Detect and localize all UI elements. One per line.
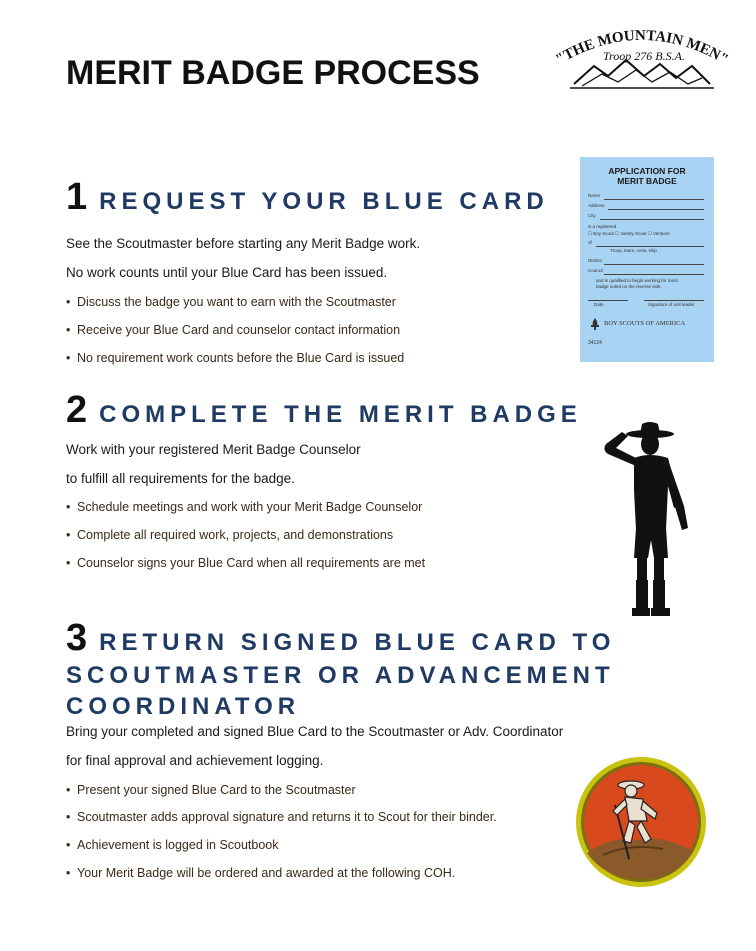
step-2-title: COMPLETE THE MERIT BADGE bbox=[99, 401, 582, 428]
blue-card-form-number: 34124 bbox=[588, 340, 602, 346]
step-1-number: 1 bbox=[66, 176, 88, 218]
troop-logo bbox=[552, 20, 732, 92]
step-1-bullet-1: • Discuss the badge you want to earn with the Scoutmaster bbox=[66, 295, 396, 309]
step-3-bullet-4: • Your Merit Badge will be ordered and awarded at the following COH. bbox=[66, 866, 455, 880]
step-3-heading bbox=[66, 617, 626, 722]
blue-card-title: APPLICATION FOR MERIT BADGE bbox=[608, 166, 686, 186]
page-title: MERIT BADGE PROCESS bbox=[66, 54, 480, 92]
logo-line2: Troop 276 B.S.A. bbox=[603, 49, 685, 63]
step-3-number: 3 bbox=[66, 617, 88, 659]
step-3-bullet-2: • Scoutmaster adds approval signature and returns it to Scout for their binder. bbox=[66, 810, 497, 824]
merit-badge-patch bbox=[573, 755, 709, 890]
step-1-title: REQUEST YOUR BLUE CARD bbox=[99, 188, 549, 215]
step-3-intro-1: Bring your completed and signed Blue Card to the Scoutmaster or Adv. Coordinator bbox=[66, 724, 564, 739]
step-1-bullet-3: • No requirement work counts before the Blue Card is issued bbox=[66, 351, 404, 365]
step-3-title-line-2: SCOUTMASTER OR ADVANCEMENT bbox=[66, 662, 615, 689]
step-2-bullet-2: • Complete all required work, projects, and demonstrations bbox=[66, 528, 393, 542]
logo-line1: "THE MOUNTAIN MEN" bbox=[553, 27, 731, 68]
saluting-scout-silhouette bbox=[600, 420, 692, 620]
step-1-bullet-2: • Receive your Blue Card and counselor contact information bbox=[66, 323, 400, 337]
blue-card-org: BOY SCOUTS OF AMERICA bbox=[604, 320, 686, 327]
step-2-number: 2 bbox=[66, 389, 88, 431]
step-3-intro-2: for final approval and achievement logging. bbox=[66, 753, 324, 768]
bsa-fleur-icon bbox=[588, 317, 602, 331]
step-2-intro-2: to fulfill all requirements for the badge. bbox=[66, 471, 295, 486]
step-3-bullet-1: • Present your signed Blue Card to the Scoutmaster bbox=[66, 783, 356, 797]
step-1-intro-1: See the Scoutmaster before starting any Merit Badge work. bbox=[66, 236, 421, 251]
blue-card-image: APPLICATION FOR MERIT BADGE Name Address City is a registered ☐ Boy Scout ☐ Varsity Scout ☐ Venturer of Troop, team, crew, ship District Council and is qualified to begin working for merit badge noted on the reverse side. Date Signature of unit leader BOY SCOUTS OF AMERICA 34124 bbox=[580, 157, 714, 362]
step-1-intro-2: No work counts until your Blue Card has been issued. bbox=[66, 265, 388, 280]
step-3-bullet-3: • Achievement is logged in Scoutbook bbox=[66, 838, 279, 852]
step-2-bullet-3: • Counselor signs your Blue Card when all requirements are met bbox=[66, 556, 425, 570]
step-2-intro-1: Work with your registered Merit Badge Counselor bbox=[66, 442, 361, 457]
step-2-heading bbox=[66, 389, 582, 432]
step-3-title-line-1: RETURN SIGNED BLUE CARD TO bbox=[99, 629, 616, 656]
step-1-heading bbox=[66, 176, 549, 219]
step-2-bullet-1: • Schedule meetings and work with your Merit Badge Counselor bbox=[66, 500, 422, 514]
step-3-title-line-3: COORDINATOR bbox=[66, 693, 301, 720]
